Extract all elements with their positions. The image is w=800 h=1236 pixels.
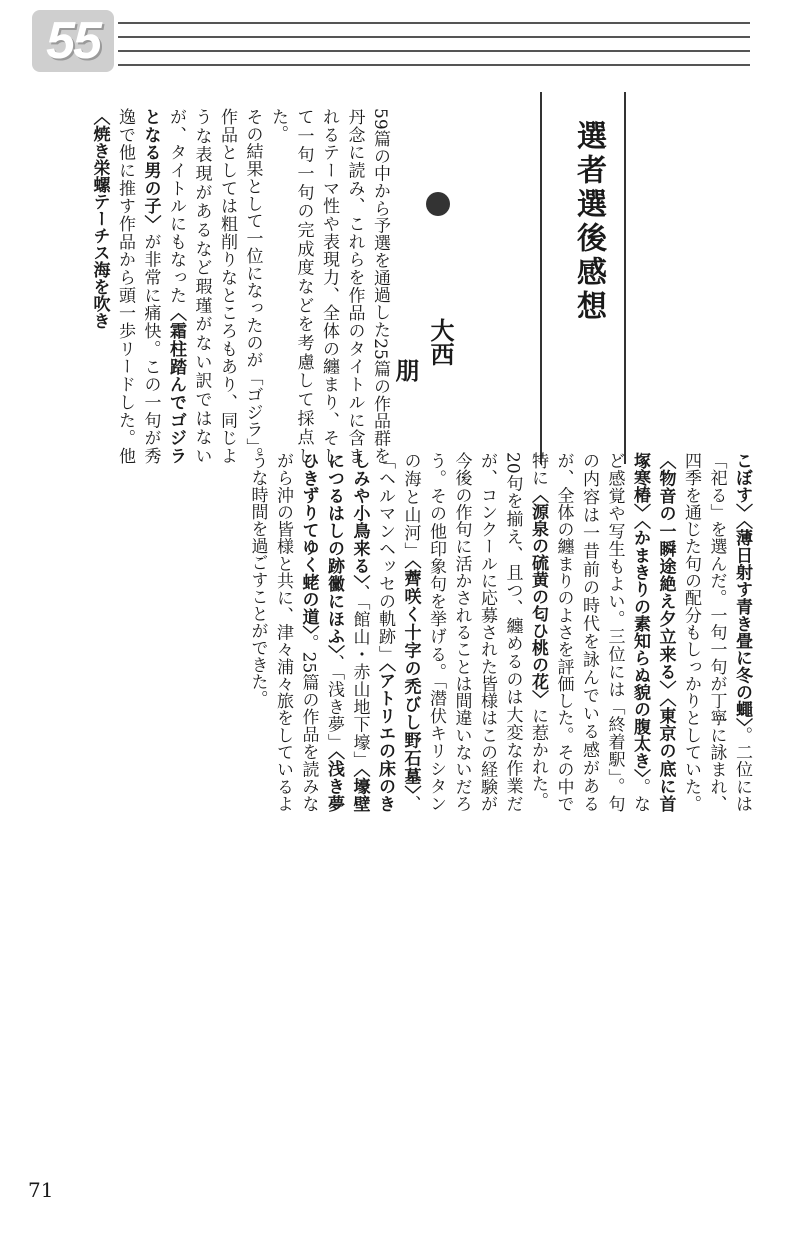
- bullet-dot: [426, 192, 450, 216]
- article-title: 選者選後感想: [571, 120, 606, 324]
- upper-body-text: [89, 108, 392, 465]
- paragraph-2a: その結果として一位になったのが「ゴジラ」。作品としては粗削りなところもあり、同じような表現があるなど瑕瑾がない訳ではないが、タイトルにもなった: [166, 108, 263, 464]
- section-number-badge: 55: [32, 10, 114, 72]
- body-text: 。など感覚や写生もよい。三位には「終着駅」。句の内容は一昔前の時代を詠んでいる感があるが、全体の纏まりのよさを評価した。その中で特に: [528, 452, 650, 813]
- title-frame-left: [540, 92, 542, 464]
- body-text: 、「館山・赤山地下壕」: [349, 583, 370, 769]
- lower-body-text: [90, 452, 754, 812]
- quoted-haiku: 〈アトリエの床のきしみや小鳥来る〉: [349, 452, 395, 813]
- body-text: 。25篇の作品を読みながら沖の皆様と共に、津々浦々旅をしているような時間を過ごすことができた。: [247, 452, 319, 812]
- header-rule-2: [118, 36, 750, 38]
- quoted-haiku: 〈浅き夢ひきずりてゆく蛯の道〉: [298, 452, 344, 813]
- header-rule-4: [118, 64, 750, 66]
- quoted-haiku: 〈薺咲く十字の禿びし野石墓〉: [400, 560, 421, 795]
- header-rule-3: [118, 50, 750, 52]
- quoted-haiku: こぼす〉: [732, 452, 752, 521]
- quoted-haiku: 〈物音の一瞬途絶え夕立来る〉: [655, 452, 676, 699]
- author-name: [391, 318, 458, 458]
- quoted-haiku: 〈源泉の硫黄の匂ひ桃の花〉: [528, 486, 548, 707]
- paragraph-2b: が非常に痛快。この一句が秀逸で他に推す作品から頭一歩リードした。他: [115, 108, 161, 465]
- body-text: 、「浅き夢」: [324, 654, 344, 751]
- header-rule-1: [118, 22, 750, 24]
- quoted-haiku: 〈霜柱踏んでゴジラとなる男の子〉: [140, 108, 186, 465]
- quoted-haiku: 〈かまきりの素知らぬ貌の腹太き〉: [630, 520, 650, 778]
- body-text: 20句を揃え、且つ、纏めるのは大変な作業だが、コンクールに応募された皆様はこの経験が今後の作句に活かされることは間違いないだろう。その他印象句を挙げる。「潜伏キリシタンの海と山河」: [400, 452, 523, 812]
- body-text: 、「ヘルマンヘッセの軌跡」: [375, 452, 421, 812]
- quoted-haiku: 〈焼き栄螺テーチス海を吹き: [89, 108, 110, 329]
- page-number: 71: [28, 1178, 54, 1202]
- body-text: 。二位には「祀る」を選んだ。一句一句が丁寧に詠まれ、四季を通じた句の配分もしっかりとしていた。: [681, 452, 752, 813]
- author-given-name: 朋: [391, 358, 419, 382]
- paragraph-1: 59篇の中から予選を通過した25篇の作品群を丹念に読み、これらを作品のタイトルに含まれるテーマ性や表現力、全体の纏まり、そして一句一句の完成度などを考慮して採点した。: [268, 108, 390, 464]
- title-frame-right: [624, 92, 626, 464]
- quoted-haiku: 〈薄日射す青き畳に冬の蠅〉: [732, 520, 752, 727]
- quoted-haiku: 〈東京の底に首塚寒椿〉: [630, 452, 676, 813]
- author-family-name: 大西: [426, 318, 454, 366]
- body-text: に惹かれた。: [528, 707, 548, 809]
- quoted-haiku: 〈壕壁につるはしの跡黴にほふ〉: [324, 452, 370, 813]
